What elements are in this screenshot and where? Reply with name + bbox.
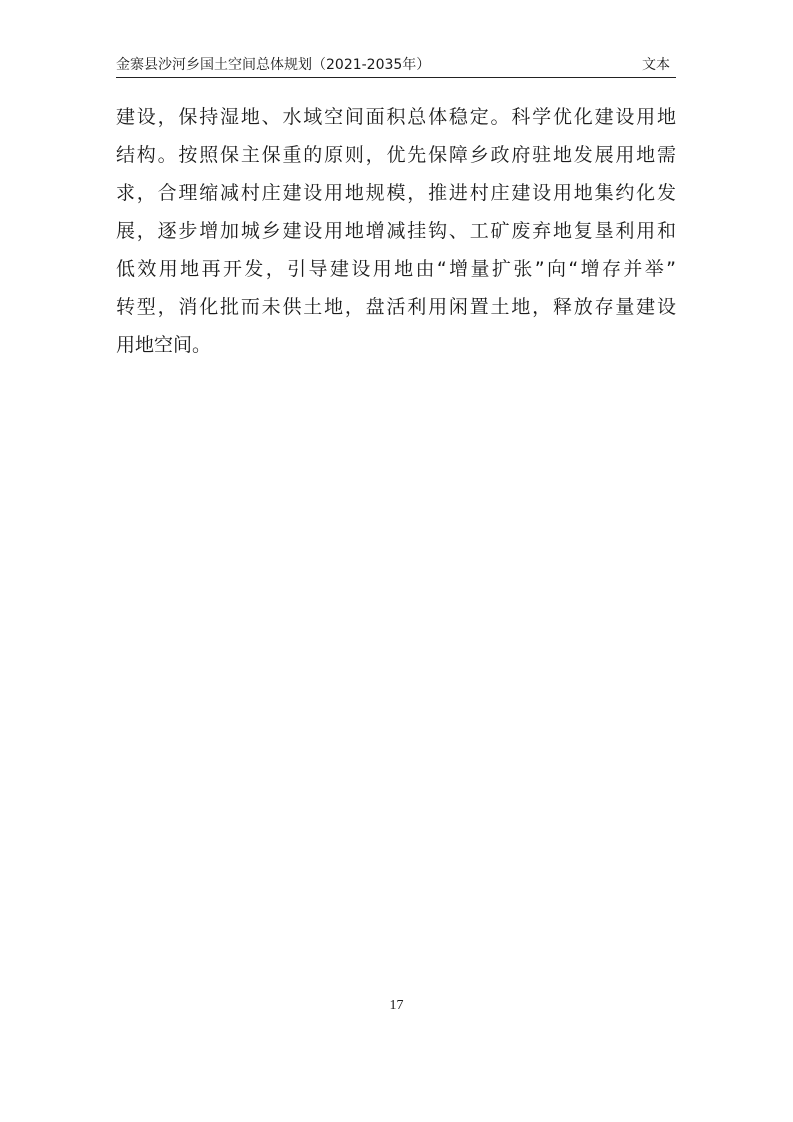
- text-line: 用地空间。: [116, 334, 212, 356]
- text-line: 展，逐步增加城乡建设用地增减挂钩、工矿废弃地复垦利用和: [116, 220, 676, 242]
- text-line: 求，合理缩减村庄建设用地规模，推进村庄建设用地集约化发: [116, 182, 676, 204]
- text-line: 低效用地再开发，引导建设用地由“增量扩张”向“增存并举”: [116, 258, 676, 280]
- text-line: 转型，消化批而未供土地，盘活利用闲置土地，释放存量建设: [116, 296, 676, 318]
- page-number: 17: [389, 998, 404, 1013]
- text-line: 建设，保持湿地、水域空间面积总体稳定。科学优化建设用地: [116, 106, 676, 128]
- section-label: 文本: [642, 57, 670, 73]
- page-header: [116, 55, 676, 75]
- document-title: 金寨县沙河乡国土空间总体规划（2021-2035年）: [116, 57, 431, 73]
- text-line: 结构。按照保主保重的原则，优先保障乡政府驻地发展用地需: [116, 144, 676, 166]
- body-paragraph: [116, 98, 676, 364]
- header-divider: [116, 77, 676, 78]
